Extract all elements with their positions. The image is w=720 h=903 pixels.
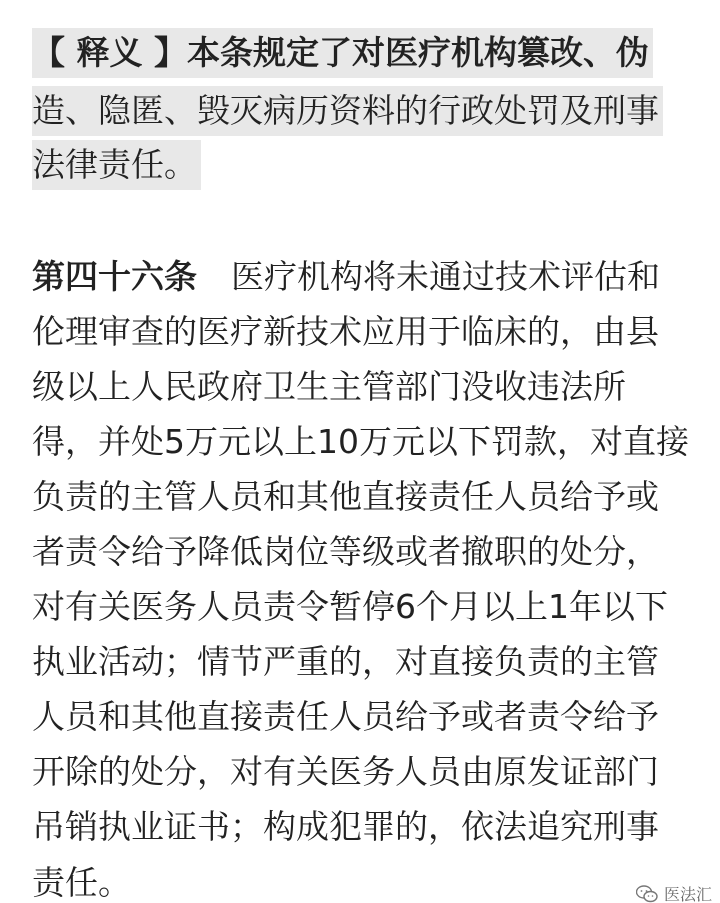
explanation-text: 法律责任。 bbox=[32, 140, 201, 190]
article-line-3 bbox=[32, 362, 626, 412]
article-text: 责任。 bbox=[32, 863, 131, 902]
article-text: 人员和其他直接责任人员给予或者责令给予 bbox=[32, 697, 659, 736]
watermark bbox=[630, 878, 720, 903]
article-text: 吊销执业证书；构成犯罪的，依法追究刑事 bbox=[32, 807, 659, 846]
article-line-11 bbox=[32, 802, 659, 852]
explanation-line-2 bbox=[32, 86, 663, 136]
article-text: 执业活动；情节严重的，对直接负责的主管 bbox=[32, 642, 659, 681]
article-text: 者责令给予降低岗位等级或者撤职的处分， bbox=[32, 532, 659, 571]
article-line-1 bbox=[32, 252, 660, 302]
article-title: 第四十六条 bbox=[32, 257, 197, 296]
article-line-10 bbox=[32, 747, 659, 797]
article-text: 对有关医务人员责令暂停6个月以上1年以下 bbox=[32, 587, 668, 626]
article-line-12 bbox=[32, 858, 131, 903]
wechat-icon bbox=[636, 885, 658, 903]
article-line-7 bbox=[32, 582, 668, 632]
article-text: 级以上人民政府卫生主管部门没收违法所 bbox=[32, 367, 626, 406]
article-text: 得，并处5万元以上10万元以下罚款，对直接 bbox=[32, 422, 689, 461]
watermark-text: 医法汇 bbox=[663, 885, 712, 903]
explanation-text: 【 释义 】本条规定了对医疗机构篡改、伪 bbox=[32, 28, 653, 78]
article-line-6 bbox=[32, 527, 659, 577]
article-text: 开除的处分，对有关医务人员由原发证部门 bbox=[32, 752, 659, 791]
article-text: 负责的主管人员和其他直接责任人员给予或 bbox=[32, 477, 659, 516]
article-text: 伦理审查的医疗新技术应用于临床的，由县 bbox=[32, 312, 659, 351]
article-text: 医疗机构将未通过技术评估和 bbox=[231, 257, 660, 296]
article-line-9 bbox=[32, 692, 659, 742]
explanation-line-3 bbox=[32, 140, 201, 190]
explanation-line-1 bbox=[32, 28, 653, 78]
article-line-5 bbox=[32, 472, 659, 522]
article-line-2 bbox=[32, 307, 659, 357]
article-line-8 bbox=[32, 637, 659, 687]
explanation-text: 造、隐匿、毁灭病历资料的行政处罚及刑事 bbox=[32, 86, 663, 136]
article-line-4 bbox=[32, 417, 689, 467]
